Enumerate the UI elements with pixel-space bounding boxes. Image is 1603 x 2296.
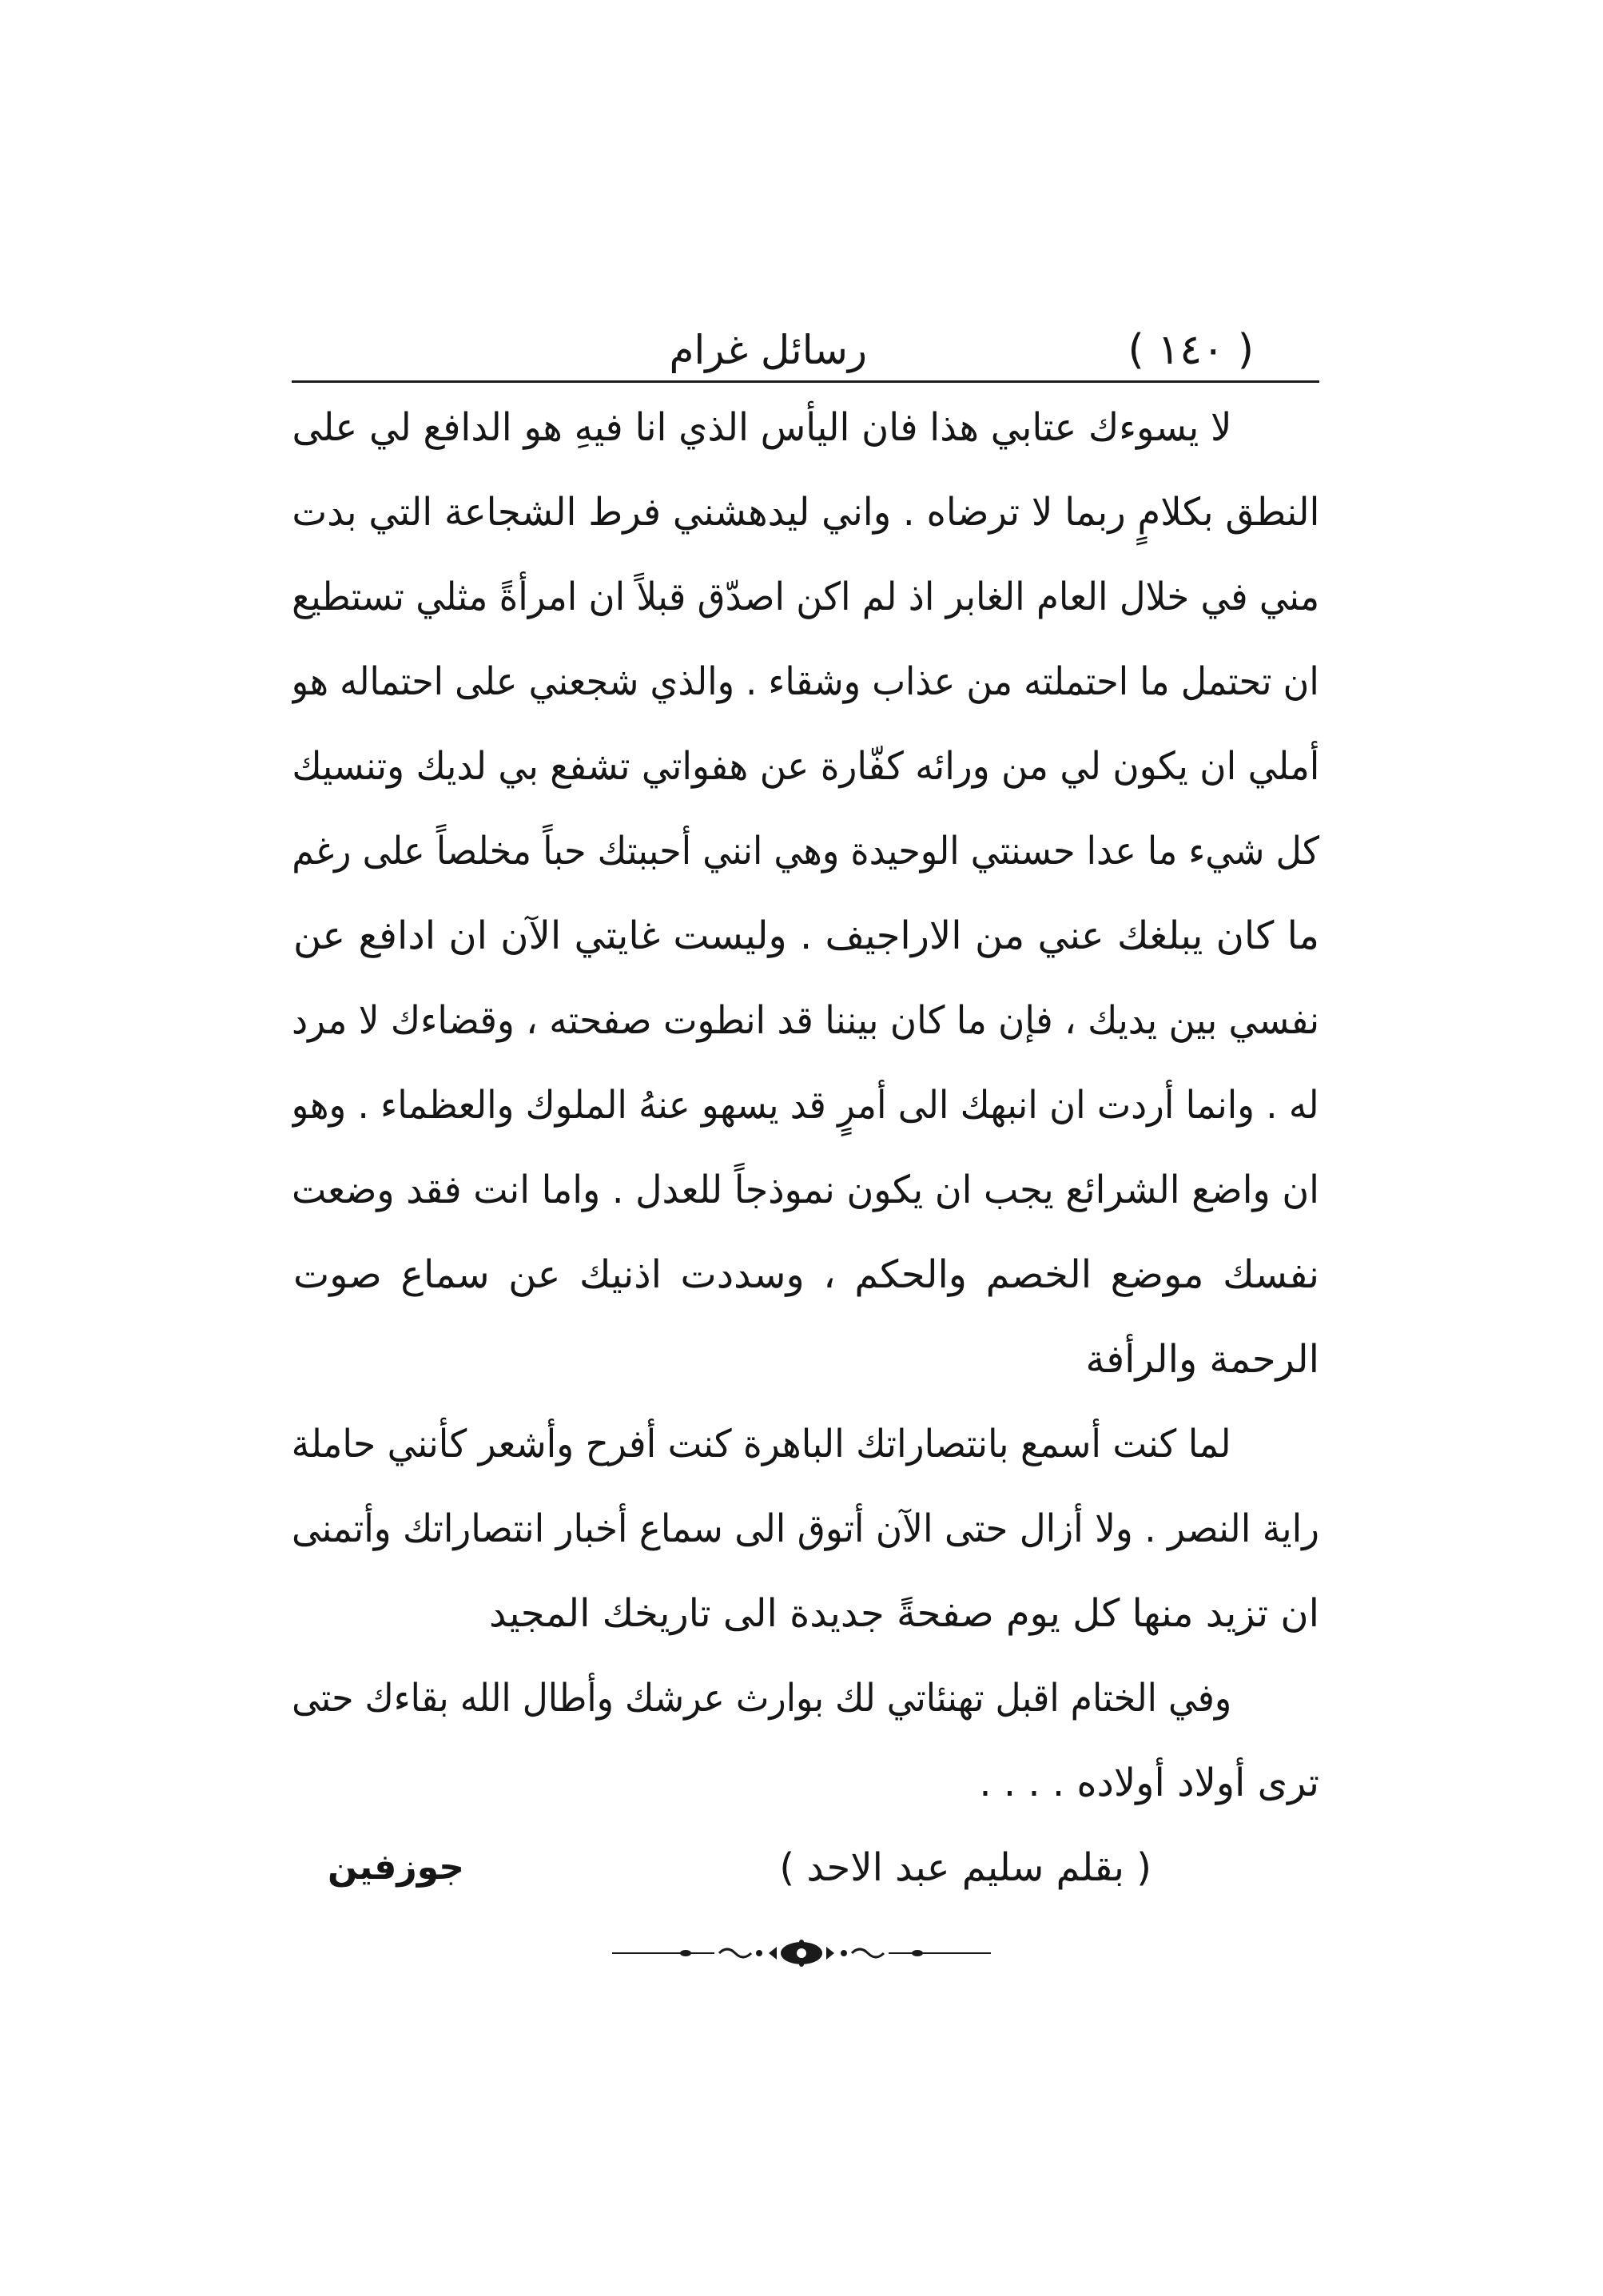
- paragraph: [292, 385, 1319, 1402]
- header-rule: [292, 380, 1319, 383]
- line-text: لا يسوءك عتابي هذا فان اليأس الذي انا فيهِ هو الدافع لي على: [292, 405, 1231, 450]
- line-text: ما كان يبلغك عني من الاراجيف . وليست غايتي الآن ان ادافع عن: [293, 913, 1319, 958]
- line-text: أملي ان يكون لي من ورائه كفّارة عن هفواتي تشفع بي لديك وتنسيك: [292, 744, 1319, 789]
- line-text: وفي الختام اقبل تهنئاتي لك بوارث عرشك وأطال الله بقاءك حتى: [292, 1676, 1231, 1721]
- line-text: النطق بكلامٍ ربما لا ترضاه . واني ليدهشني فرط الشجاعة التي بدت: [292, 490, 1319, 535]
- text-line: [292, 1317, 1319, 1402]
- ornament-divider: [612, 1939, 991, 1968]
- running-title: رسائل غرام: [669, 327, 867, 373]
- line-text: ان تزيد منها كل يوم صفحةً جديدة الى تاريخك المجيد: [489, 1591, 1319, 1636]
- text-line: [292, 978, 1319, 1063]
- line-text: ان واضع الشرائع يجب ان يكون نموذجاً للعدل . واما انت فقد وضعت: [292, 1168, 1319, 1212]
- line-text: كل شيء ما عدا حسنتي الوحيدة وهي انني أحببتك حباً مخلصاً على رغم: [292, 829, 1319, 873]
- text-line: [292, 724, 1319, 809]
- page-number: ( ١٤٠ ): [1128, 326, 1254, 374]
- text-line: [292, 1063, 1319, 1148]
- text-line: [292, 1571, 1319, 1656]
- text-line: [292, 470, 1319, 555]
- line-text: نفسي بين يديك ، فإن ما كان بيننا قد انطوت صفحته ، وقضاءك لا مرد: [292, 998, 1319, 1043]
- text-line: [292, 385, 1319, 470]
- paragraph: [292, 1402, 1319, 1656]
- line-text: الرحمة والرأفة: [1085, 1337, 1319, 1382]
- line-text: ترى أولاد أولاده . . . .: [979, 1761, 1319, 1805]
- text-line: [292, 555, 1319, 639]
- line-text: له . وانما أردت ان انبهك الى أمرٍ قد يسهو عنهُ الملوك والعظماء . وهو: [292, 1083, 1319, 1128]
- author-byline: ( بقلم سليم عبد الاحد ): [779, 1845, 1152, 1890]
- line-text: راية النصر . ولا أزال حتى الآن أتوق الى سماع أخبار انتصاراتك وأتمنى: [292, 1506, 1319, 1551]
- text-line: [292, 1148, 1319, 1232]
- line-text: ان تحتمل ما احتملته من عذاب وشقاء . والذي شجعني على احتماله هو: [292, 659, 1319, 704]
- text-line: [292, 1486, 1319, 1571]
- line-text: مني في خلال العام الغابر اذ لم اكن اصدّق قبلاً ان امرأةً مثلي تستطيع: [292, 575, 1319, 619]
- text-line: [292, 1741, 1319, 1825]
- text-line: [292, 809, 1319, 893]
- text-line: [292, 1402, 1319, 1486]
- text-line: [292, 1232, 1319, 1317]
- line-text: لما كنت أسمع بانتصاراتك الباهرة كنت أفرح وأشعر كأنني حاملة: [292, 1422, 1231, 1466]
- text-line: [292, 1656, 1319, 1741]
- text-line: [292, 639, 1319, 724]
- text-block: [292, 385, 1319, 1825]
- paragraph: [292, 1656, 1319, 1825]
- text-line: [292, 893, 1319, 978]
- signature-name: جوزفين: [328, 1847, 464, 1888]
- line-text: نفسك موضع الخصم والحكم ، وسددت اذنيك عن سماع صوت: [293, 1252, 1319, 1297]
